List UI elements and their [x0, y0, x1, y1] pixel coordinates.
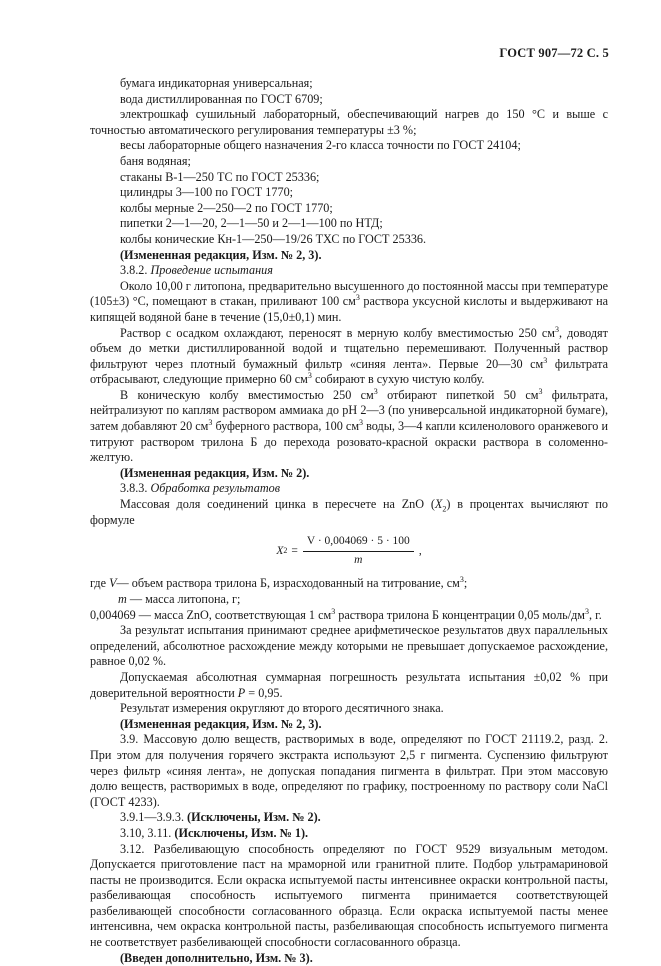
superscript: 3	[459, 575, 464, 585]
text-run: 0,004069 — масса ZnO, соответствующая 1 см	[90, 607, 332, 622]
section-3-9: 3.9. Массовую долю веществ, растворимых в воде, определяют по ГОСТ 21119.2, разд. 2. При этом для получения горячего экстракта используют 2,5 г пигмента. Суспензию фильтруют через фильтр «синяя лента», не допуская попадания пигмента в фильтрат. При этом массовую долю веществ, растворимых в воде, определяют по графику, построенному по раствору соли NaCl (ГОСТ 4233).	[90, 732, 608, 809]
superscript: 3	[331, 606, 336, 616]
superscript: 3	[538, 386, 543, 396]
text-run: собирают в сухую чистую колбу.	[311, 372, 485, 387]
section-3-8-3-heading	[90, 481, 608, 497]
text-run: Около 10,00 г литопона, предварительно высушенного до постоянной массы при температуре (105±3) °С, помещают в стакан, приливают 100 см	[90, 278, 608, 309]
edit-note: (Измененная редакция, Изм. № 2, 3).	[120, 247, 322, 262]
section-number: 3.10, 3.11.	[120, 825, 172, 840]
formula: X 2 = $\frac{V \cdot 0,004069 \cdot 5 \cdot 100}{m}$ ,	[90, 534, 608, 568]
text-run: Массовая доля соединений цинка в пересчете на ZnO (	[120, 497, 435, 512]
variable: V	[109, 576, 117, 591]
superscript: 3	[373, 386, 378, 396]
page-header: ГОСТ 907—72 С. 5	[499, 46, 609, 60]
definition-k	[90, 608, 608, 624]
variable: X	[434, 497, 443, 512]
equipment-item: баня водяная;	[120, 153, 191, 168]
variable: m	[118, 592, 127, 606]
superscript: 3	[543, 355, 548, 365]
equipment-list	[90, 76, 608, 248]
superscript: 3	[355, 293, 360, 303]
edit-note: (Измененная редакция, Изм. № 2, 3).	[120, 716, 322, 731]
paragraph	[90, 279, 608, 326]
paragraph	[90, 326, 608, 388]
section-3-8-2-heading	[90, 263, 608, 279]
equipment-item: весы лабораторные общего назначения 2-го класса точности по ГОСТ 24104;	[120, 138, 521, 153]
paragraph	[90, 388, 608, 466]
variable: P	[237, 685, 246, 700]
text-run: ) в процентах вычисляют по формуле	[90, 497, 608, 527]
definition-v	[90, 576, 608, 592]
superscript: 3	[208, 418, 213, 427]
text-run: = 0,95.	[245, 685, 283, 700]
equipment-item: бумага индикаторная универсальная;	[120, 76, 313, 90]
paragraph	[90, 670, 608, 701]
section-number: 3.8.2.	[120, 263, 148, 278]
formula-tail: ,	[418, 544, 422, 557]
formula-numerator: V · 0,004069 · 5 · 100	[303, 534, 414, 552]
edit-note: (Введен дополнительно, Изм. № 3).	[120, 950, 313, 965]
text-run: Раствор с осадком охлаждают, переносят в мерную колбу вместимостью 250 см	[120, 325, 556, 340]
equipment-item: стаканы В-1—250 ТС по ГОСТ 25336;	[120, 169, 320, 184]
section-number: 3.9.1—3.9.3.	[120, 810, 184, 825]
text-run: ;	[463, 576, 468, 591]
formula-fraction	[303, 534, 414, 568]
superscript: 3	[307, 371, 312, 381]
subscript: 2	[442, 504, 447, 514]
section-3-12: 3.12. Разбеливающую способность определяют по ГОСТ 9529 визуальным методом. Допускается приготовление паст на мраморной или гранитной плите. Подбор ультрамариновой пасты не производится. Если окраска испытуемой пасты интенсивнее окраски контрольной пасты, разбеливающая способность испытуемого пигмента принимается соответствующей разбеливающей способности согласованного образца. Если окраска испытуемой пасты менее интенсивна, чем окраска контрольной пасты, разбеливающая способность испытуемого пигмента не соответствует разбеливающей способности согласованного образца.	[90, 841, 608, 950]
equipment-item: пипетки 2—1—20, 2—1—50 и 2—1—100 по НТД;	[120, 216, 383, 231]
edit-note: (Исключены, Изм. № 1).	[174, 825, 309, 840]
text-run: где	[90, 576, 107, 591]
section-title: Проведение испытания	[150, 263, 273, 278]
section-3-10	[90, 826, 608, 842]
text-run: фильтрата, нейтрализуют по каплям раствором аммиака до рН 2—3 (по универсальной индикаторной бумаге), затем добавляют 20 см	[90, 387, 608, 434]
section-number: 3.8.3.	[120, 481, 148, 496]
paragraph: За результат испытания принимают среднее арифметическое результатов двух параллельных определений, абсолютное расхождение между которыми не превышает допускаемое расхождение, равное 0,02 %.	[90, 623, 608, 669]
text-run: — масса литопона, г;	[126, 592, 241, 606]
text-run: раствора уксусной кислоты и выдерживают на кипящей водяной бане в течение (15,0±0,1) мин.	[90, 294, 609, 324]
text-run: воды, 3—4 капли ксиленолового оранжевого и титруют раствором трилона Б до перехода розовато-красной окраски раствора в соломенно-желтую.	[90, 419, 608, 465]
edit-note: (Измененная редакция, Изм. № 2).	[120, 465, 310, 480]
formula-lhs: X	[276, 544, 284, 557]
equipment-item: электрошкаф сушильный лабораторный, обеспечивающий нагрев до 150 °С и выше с точностью автоматического регулирования температуры ±3 %;	[90, 107, 608, 137]
text-run: , доводят объем до метки дистиллированной водой и тщательно перемешивают. Полученный раствор фильтруют через плотный бумажный фильтр «синяя лента». Первые 20—30 см	[90, 325, 608, 371]
equipment-item: цилиндры 3—100 по ГОСТ 1770;	[120, 185, 294, 200]
equipment-item: колбы конические Кн-1—250—19/26 ТХС по ГОСТ 25336.	[120, 231, 427, 246]
formula-denominator: m	[354, 553, 363, 566]
text-run: отбирают пипеткой 50 см	[377, 387, 539, 402]
edit-note: (Исключены, Изм. № 2).	[187, 810, 321, 825]
equipment-item: колбы мерные 2—250—2 по ГОСТ 1770;	[120, 200, 333, 215]
text-run: фильтрата отбрасывают, следующие примерно 60 см	[90, 356, 608, 387]
superscript: 3	[585, 606, 590, 616]
document-body	[90, 76, 608, 966]
superscript: 3	[359, 418, 364, 427]
superscript: 3	[555, 324, 560, 334]
text-run: буферного раствора, 100 см	[212, 419, 360, 434]
formula-equals: =	[291, 544, 298, 557]
text-run: В коническую колбу вместимостью 250 см	[120, 387, 374, 402]
text-run: — объем раствора трилона Б, израсходованный на титрование, см	[116, 576, 460, 591]
text-run: раствора трилона Б концентрации 0,05 моль/дм	[335, 607, 586, 622]
text-run: Допускаемая абсолютная суммарная погрешность результата испытания ±0,02 % при доверительной вероятности	[90, 669, 608, 700]
definition-m	[118, 592, 608, 608]
paragraph	[90, 497, 608, 528]
section-title: Обработка результатов	[150, 481, 281, 496]
paragraph: Результат измерения округляют до второго десятичного знака.	[120, 701, 444, 716]
section-3-9-1	[90, 810, 608, 826]
text-run: , г.	[589, 607, 602, 622]
equipment-item: вода дистиллированная по ГОСТ 6709;	[120, 91, 323, 106]
